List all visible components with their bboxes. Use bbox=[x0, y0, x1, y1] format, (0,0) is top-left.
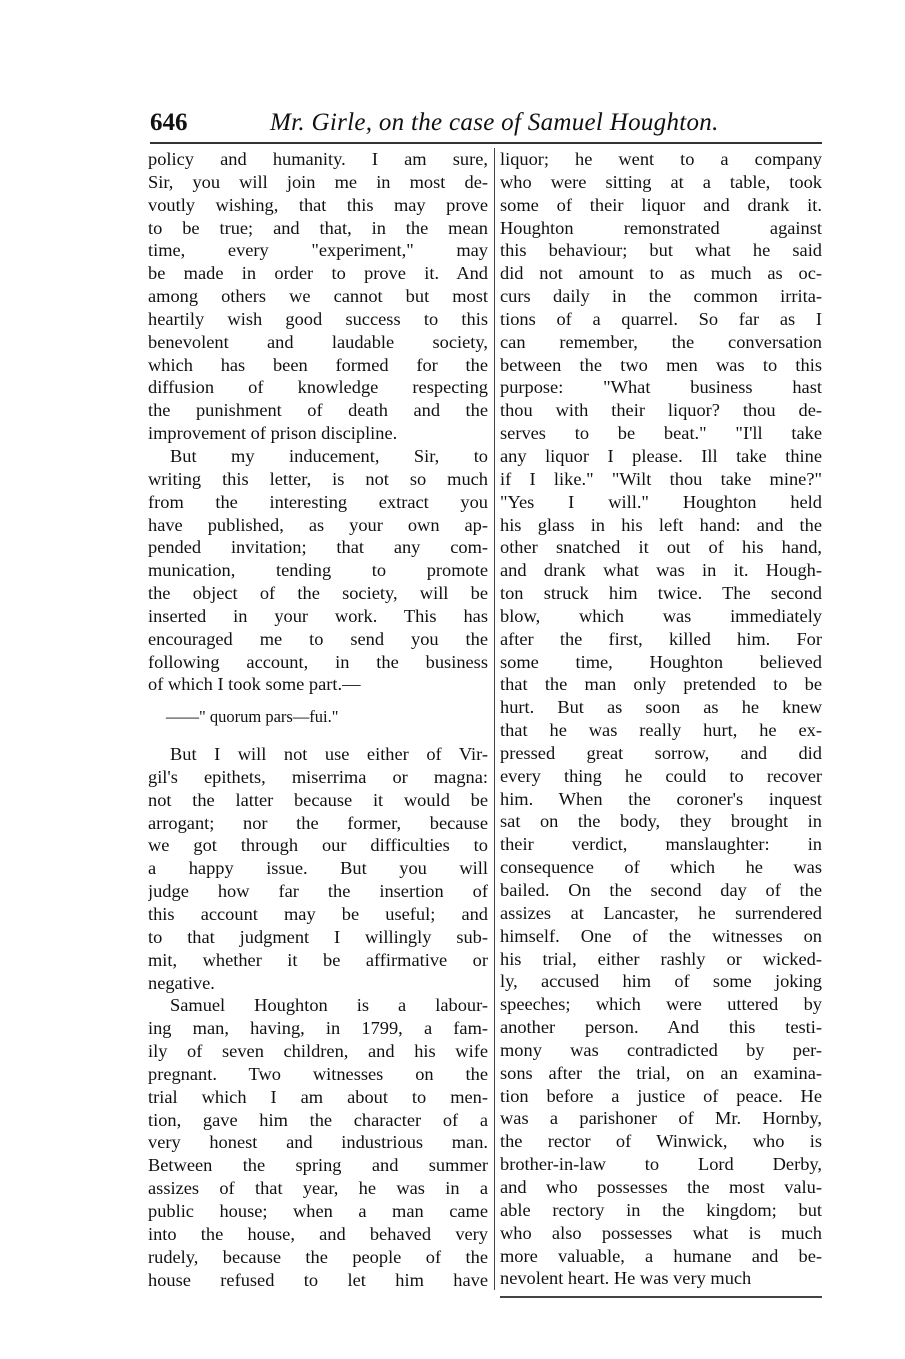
text-line: policy and humanity. I am sure, bbox=[148, 149, 488, 169]
text-line: But I will not use either of Vir- bbox=[170, 744, 488, 765]
text-line: that he was really hurt, he ex- bbox=[500, 720, 822, 741]
text-line: ton struck him twice. The second bbox=[500, 583, 822, 604]
text-line: which has been formed for the bbox=[148, 354, 488, 375]
text-line: able rectory in the kingdom; but bbox=[500, 1199, 822, 1220]
text-line: ily of seven children, and his wife bbox=[148, 1041, 488, 1062]
text-line: into the house, and behaved very bbox=[148, 1223, 488, 1244]
text-line: consequence of which he was bbox=[500, 857, 822, 878]
text-line: this account may be useful; and bbox=[148, 904, 488, 924]
running-title: Mr. Girle, on the case of Samuel Houghton. bbox=[270, 109, 719, 136]
text-line: the rector of Winwick, who is bbox=[500, 1131, 822, 1152]
text-line: thou with their liquor? thou de- bbox=[500, 400, 822, 421]
text-line: not the latter because it would be bbox=[148, 789, 488, 810]
text-line: any liquor I please. Ill take thine bbox=[500, 445, 822, 466]
text-line: mony was contradicted by per- bbox=[500, 1039, 822, 1060]
text-line: bailed. On the second day of the bbox=[500, 880, 822, 900]
text-line: speeches; which were uttered by bbox=[500, 994, 822, 1015]
text-line: we got through our difficulties to bbox=[148, 835, 488, 856]
text-line: sons after the trial, on an examina- bbox=[500, 1062, 822, 1083]
text-line: the punishment of death and the bbox=[148, 400, 488, 421]
text-line: munication, tending to promote bbox=[148, 560, 488, 581]
text-line: tion, gave him the character of a bbox=[148, 1109, 488, 1130]
text-line: that the man only pretended to be bbox=[500, 674, 822, 695]
text-line: assizes of that year, he was in a bbox=[148, 1178, 488, 1199]
text-line: inserted in your work. This has bbox=[148, 605, 488, 626]
text-line: ly, accused him of some joking bbox=[500, 971, 822, 992]
text-line: him. When the coroner's inquest bbox=[500, 788, 822, 809]
text-line: heartily wish good success to this bbox=[148, 308, 488, 329]
column-divider bbox=[494, 148, 495, 1290]
text-line: the object of the society, will be bbox=[148, 583, 488, 604]
text-line: more valuable, a humane and be- bbox=[500, 1245, 822, 1266]
text-line: his trial, either rashly or wicked- bbox=[500, 948, 822, 969]
text-line: mit, whether it be affirmative or bbox=[148, 949, 488, 970]
text-line: every thing he could to recover bbox=[500, 765, 822, 786]
text-line: ing man, having, in 1799, a fam- bbox=[148, 1018, 488, 1039]
text-line: of which I took some part.— bbox=[148, 674, 361, 695]
text-line: between the two men was to this bbox=[500, 354, 822, 375]
text-line: tions of a quarrel. So far as I bbox=[500, 308, 822, 329]
text-line: Sir, you will join me in most de- bbox=[148, 171, 488, 192]
text-line: following account, in the business bbox=[148, 651, 488, 672]
text-line: pended invitation; that any com- bbox=[148, 537, 488, 558]
text-line: who also possesses what is much bbox=[500, 1222, 822, 1243]
footer-rule bbox=[500, 1296, 822, 1298]
text-line: negative. bbox=[148, 972, 215, 993]
text-line: serves to be beat." "I'll take bbox=[500, 423, 822, 444]
text-line: time, every "experiment," may bbox=[148, 240, 488, 261]
text-line: judge how far the insertion of bbox=[148, 881, 488, 902]
text-line: Between the spring and summer bbox=[148, 1155, 488, 1176]
text-line: benevolent and laudable society, bbox=[148, 331, 488, 352]
header-rule bbox=[150, 142, 822, 144]
text-line: brother-in-law to Lord Derby, bbox=[500, 1154, 822, 1175]
page-header bbox=[150, 105, 830, 141]
text-line: arrogant; nor the former, because bbox=[148, 812, 488, 833]
text-line: if I like." "Wilt thou take mine?" bbox=[500, 468, 822, 489]
text-line: tion before a justice of peace. He bbox=[500, 1085, 822, 1106]
text-line: improvement of prison discipline. bbox=[148, 423, 398, 444]
text-line: voutly wishing, that this may prove bbox=[148, 194, 488, 215]
text-line: "Yes I will." Houghton held bbox=[500, 491, 822, 512]
text-line: house refused to let him have bbox=[148, 1269, 488, 1290]
text-line: after the first, killed him. For bbox=[500, 628, 822, 649]
text-line: among others we cannot but most bbox=[148, 286, 488, 307]
text-line: trial which I am about to men- bbox=[148, 1086, 488, 1107]
text-line: Samuel Houghton is a labour- bbox=[170, 995, 488, 1016]
text-line: be made in order to prove it. And bbox=[148, 263, 488, 284]
text-line: who were sitting at a table, took bbox=[500, 171, 822, 192]
text-line: a happy issue. But you will bbox=[148, 858, 488, 879]
text-line: But my inducement, Sir, to bbox=[170, 445, 488, 466]
text-line: writing this letter, is not so much bbox=[148, 468, 488, 489]
text-line: very honest and industrious man. bbox=[148, 1132, 488, 1153]
text-line: have published, as your own ap- bbox=[148, 514, 488, 535]
text-line: encouraged me to send you the bbox=[148, 628, 488, 649]
text-line: some of their liquor and drank it. bbox=[500, 194, 822, 215]
text-line: this behaviour; but what he said bbox=[500, 240, 822, 261]
left-column bbox=[148, 148, 488, 1291]
text-line: curs daily in the common irrita- bbox=[500, 286, 822, 307]
text-line: blow, which was immediately bbox=[500, 605, 822, 626]
text-line: his glass in his left hand: and the bbox=[500, 514, 822, 535]
text-line: liquor; he went to a company bbox=[500, 149, 822, 169]
text-line: assizes at Lancaster, he surrendered bbox=[500, 902, 822, 923]
text-line: public house; when a man came bbox=[148, 1200, 488, 1221]
text-line: pregnant. Two witnesses on the bbox=[148, 1063, 488, 1084]
text-line: sat on the body, they brought in bbox=[500, 811, 822, 832]
text-line: other snatched it out of his hand, bbox=[500, 537, 822, 558]
text-line: Houghton remonstrated against bbox=[500, 217, 822, 238]
text-line: nevolent heart. He was very much bbox=[500, 1268, 752, 1289]
text-line: ——" quorum pars—fui." bbox=[166, 707, 339, 727]
text-line: another person. And this testi- bbox=[500, 1017, 822, 1038]
text-line: pressed great sorrow, and did bbox=[500, 742, 822, 763]
text-line: gil's epithets, miserrima or magna: bbox=[148, 766, 488, 787]
text-line: their verdict, manslaughter: in bbox=[500, 834, 822, 855]
right-column bbox=[500, 148, 822, 1290]
text-line: to that judgment I willingly sub- bbox=[148, 926, 488, 947]
page-number: 646 bbox=[150, 109, 188, 136]
text-line: rudely, because the people of the bbox=[148, 1246, 488, 1267]
text-line: hurt. But as soon as he knew bbox=[500, 697, 822, 718]
text-line: and drank what was in it. Hough- bbox=[500, 560, 822, 581]
text-line: and who possesses the most valu- bbox=[500, 1176, 822, 1197]
text-line: from the interesting extract you bbox=[148, 491, 488, 512]
text-line: was a parishoner of Mr. Hornby, bbox=[500, 1108, 822, 1129]
text-line: purpose: "What business hast bbox=[500, 377, 822, 398]
text-line: diffusion of knowledge respecting bbox=[148, 377, 488, 398]
text-line: can remember, the conversation bbox=[500, 331, 822, 352]
text-line: himself. One of the witnesses on bbox=[500, 925, 822, 946]
text-line: did not amount to as much as oc- bbox=[500, 263, 822, 284]
text-line: to be true; and that, in the mean bbox=[148, 217, 488, 238]
text-line: some time, Houghton believed bbox=[500, 651, 822, 672]
